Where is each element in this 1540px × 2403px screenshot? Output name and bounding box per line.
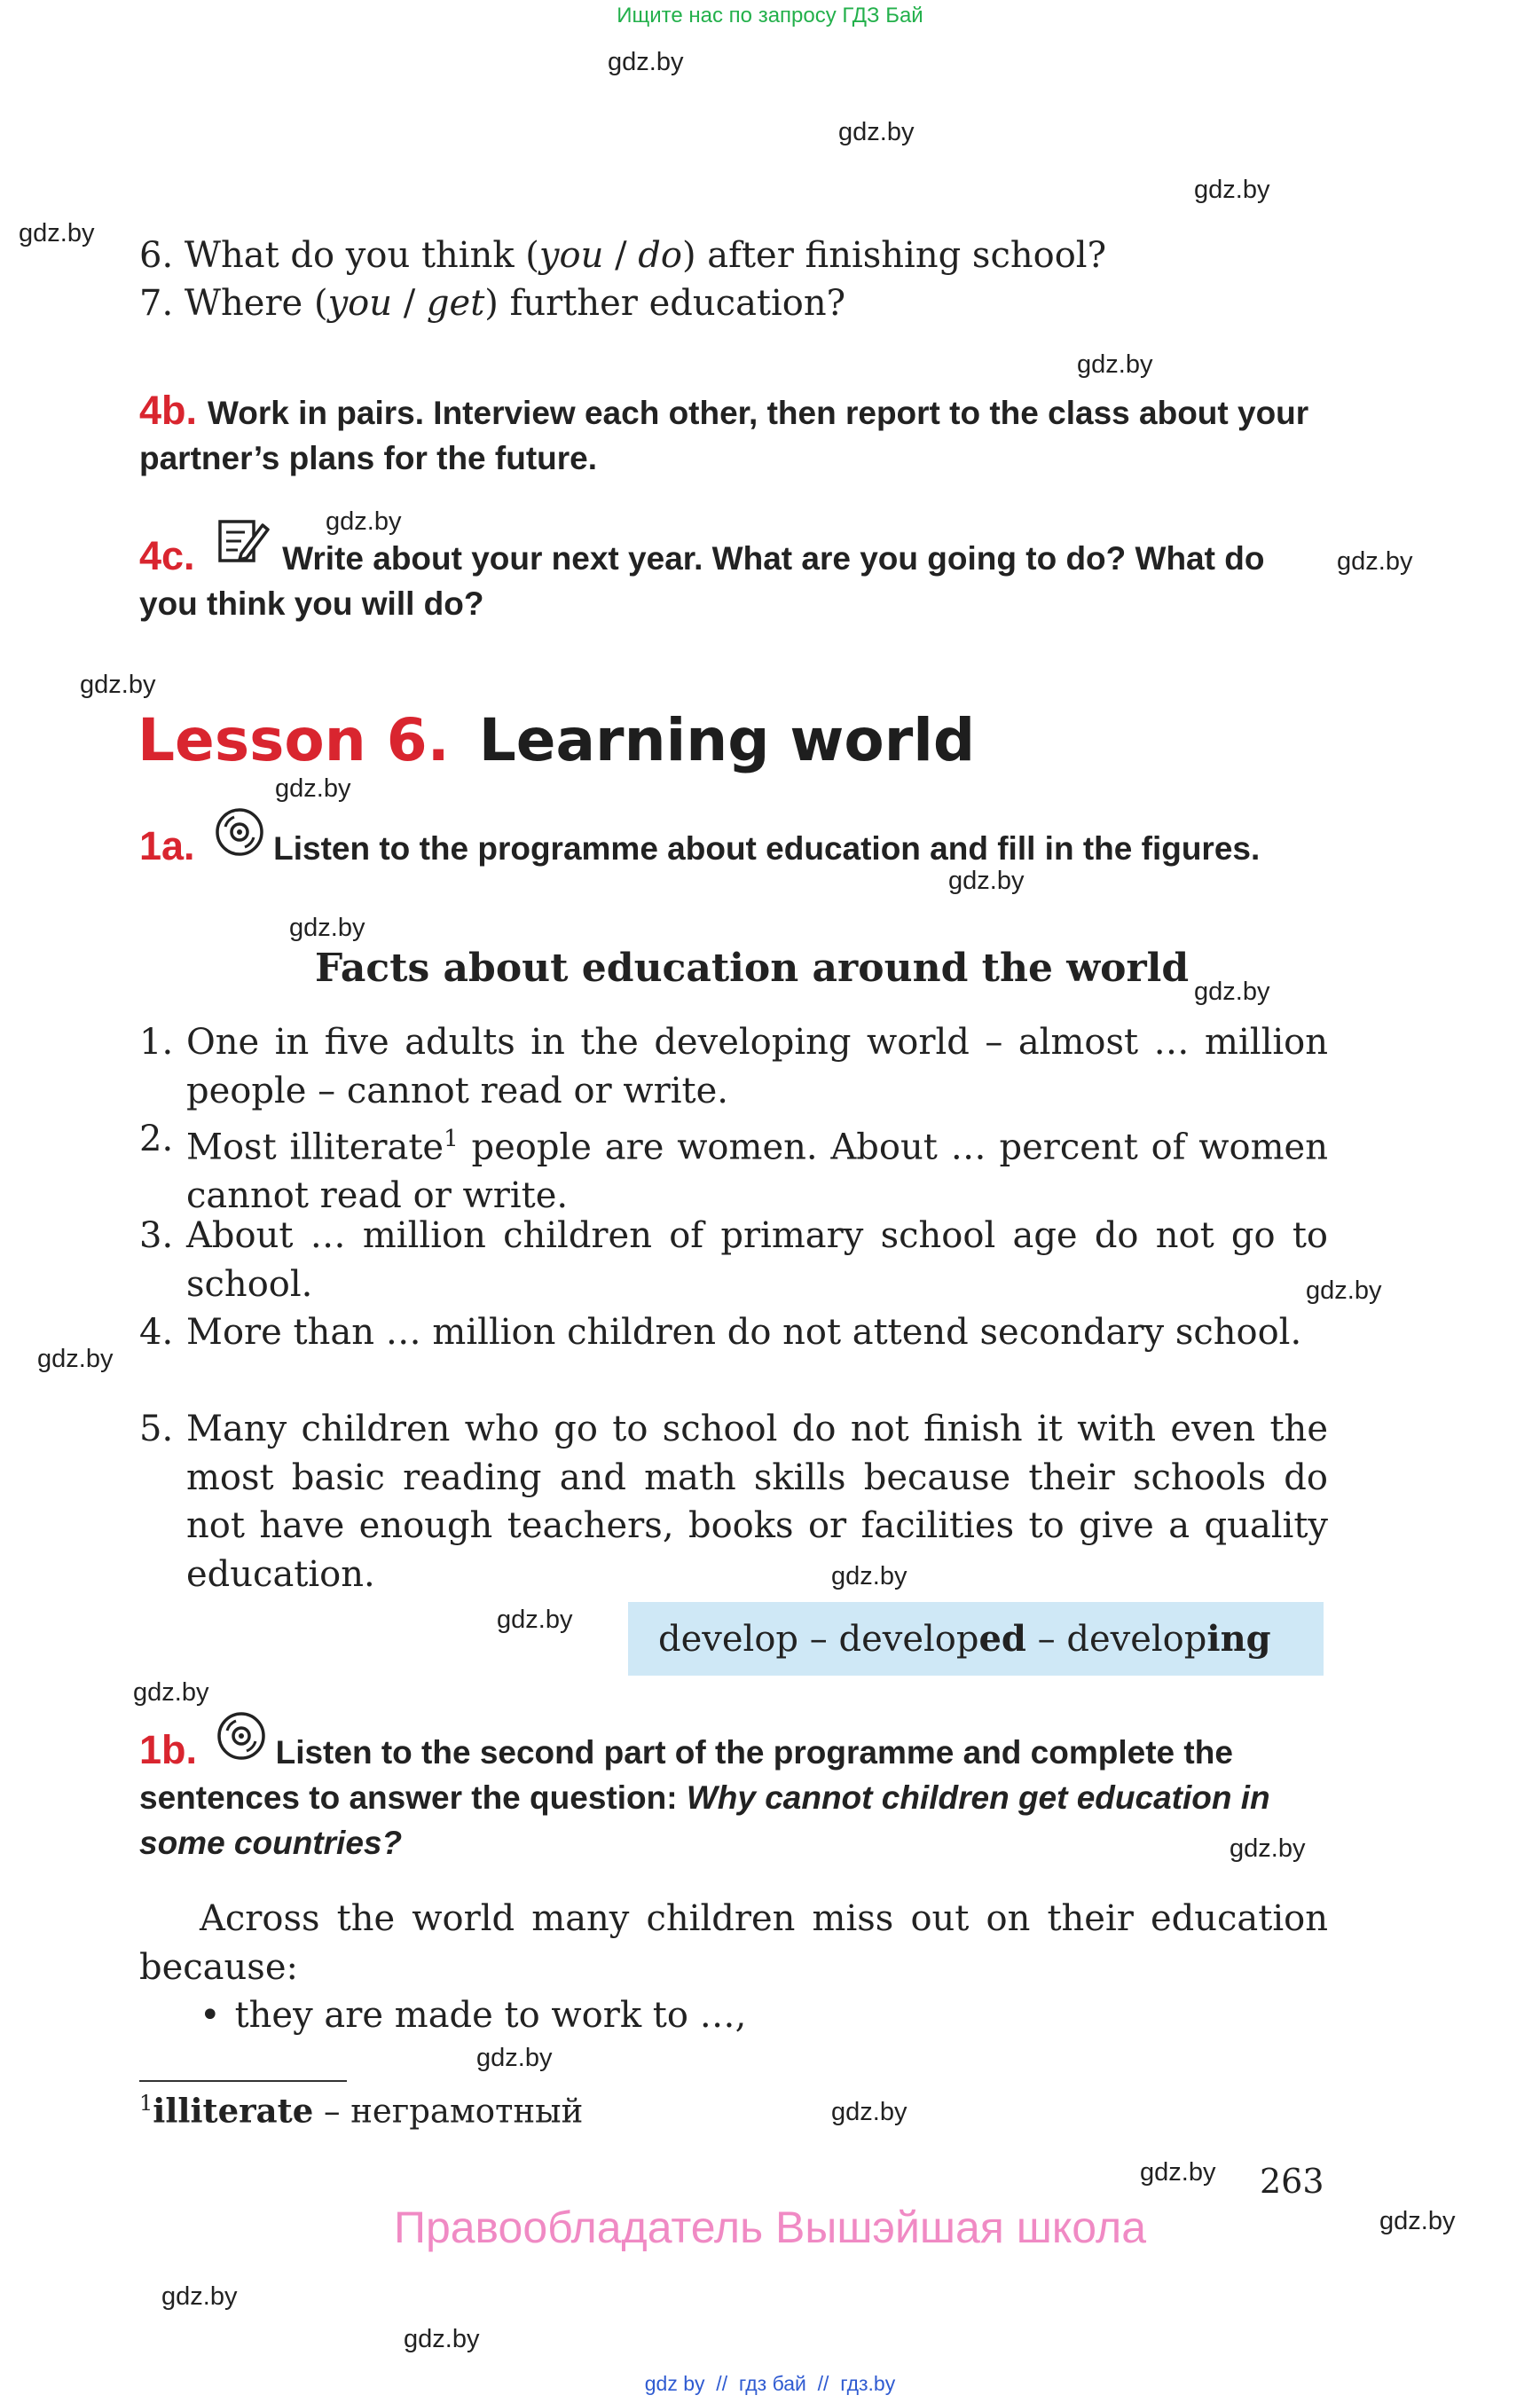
task-number: 4b. [139, 388, 198, 433]
watermark: gdz.by [838, 118, 915, 146]
lesson-heading [138, 706, 975, 774]
watermark: gdz.by [831, 2098, 908, 2126]
watermark: gdz.by [1194, 176, 1270, 204]
watermark: gdz.by [1337, 547, 1413, 576]
watermark: gdz.by [80, 671, 156, 699]
task-4b: 4b. Work in pairs. Interview each other, then report to the class about your partner’s plans for the future. [139, 388, 1309, 476]
task-1a: 1a. Listen to the programme about education and fill in the figures. [139, 823, 1328, 871]
task-number: 4c. [139, 533, 195, 578]
watermark: gdz.by [831, 1562, 908, 1590]
list-item: 1. One in five adults in the developing world – almost … million people – cannot read or write. [139, 1022, 1328, 1111]
audio-disc-icon [216, 1711, 266, 1772]
watermark: gdz.by [404, 2325, 480, 2353]
watermark: gdz.by [275, 774, 351, 803]
watermark: gdz.by [161, 2282, 238, 2311]
paragraph: Across the world many children miss out on their education because: [139, 1898, 1328, 1988]
lesson-label: Lesson 6. [138, 706, 450, 774]
bullet-item: • they are made to work to …, [200, 1995, 747, 2036]
watermark: gdz.by [948, 867, 1025, 895]
writing-pencil-icon [215, 516, 273, 579]
task-4c: 4c. Write about your next year. What are you going to do? What do you think you will do? [139, 533, 1328, 626]
lesson-title: Learning world [478, 706, 976, 774]
watermark: gdz.by [1140, 2158, 1216, 2187]
watermark: gdz.by [1379, 2207, 1456, 2235]
list-item: 2. Most illiterate$^1$ people are women. About … percent of women cannot read or write. [139, 1119, 1328, 1216]
watermark: gdz.by [1306, 1276, 1382, 1305]
watermark: gdz.by [1230, 1834, 1306, 1863]
task-number: 1a. [139, 823, 195, 868]
footnote-marker: 1 [444, 1126, 459, 1152]
watermark: gdz.by [19, 219, 95, 247]
page-number: 263 [1260, 2162, 1324, 2201]
facts-title: Facts about education around the world [315, 946, 1190, 991]
watermark: gdz.by [37, 1345, 114, 1373]
watermark: gdz.by [133, 1678, 209, 1707]
word-box: develop – developed – developing [628, 1602, 1324, 1676]
task-number: 1b. [139, 1727, 198, 1772]
watermark: gdz.by [1077, 350, 1153, 379]
footer-links[interactable]: gdz by // гдз бай // гдз.by [644, 2372, 896, 2395]
question-item: 7. Where (you / get) further education? [139, 283, 846, 324]
watermark: gdz.by [476, 2044, 553, 2072]
footnote-divider [139, 2080, 347, 2082]
footnote: $^1$illiterate – неграмотный [139, 2091, 584, 2131]
watermark: gdz.by [289, 914, 365, 942]
watermark: gdz.by [497, 1606, 573, 1634]
audio-disc-icon [215, 807, 264, 868]
watermark: gdz.by [1194, 978, 1270, 1006]
watermark: gdz.by [608, 48, 684, 76]
list-item: 5. Many children who go to school do not finish it with even the most basic reading and math skills because their schools do not have enough teachers, books or facilities to give a quality education. [139, 1409, 1328, 1595]
bullet-dot: • [200, 1995, 221, 2036]
task-1b: 1b. Listen to the second part of the programme and complete the sentences to answer the question: Why cannot children get education in some countries? [139, 1727, 1328, 1865]
list-item: 4. More than … million children do not attend secondary school. [139, 1312, 1302, 1353]
header-banner: Ищите нас по запросу ГДЗ Бай [617, 4, 923, 27]
list-item: 3. About … million children of primary school age do not go to school. [139, 1215, 1328, 1305]
copyright-notice: Правообладатель Вышэйшая школа [394, 2203, 1146, 2252]
question-item: 6. What do you think (you / do) after finishing school? [139, 235, 1107, 276]
watermark: gdz.by [326, 507, 402, 536]
